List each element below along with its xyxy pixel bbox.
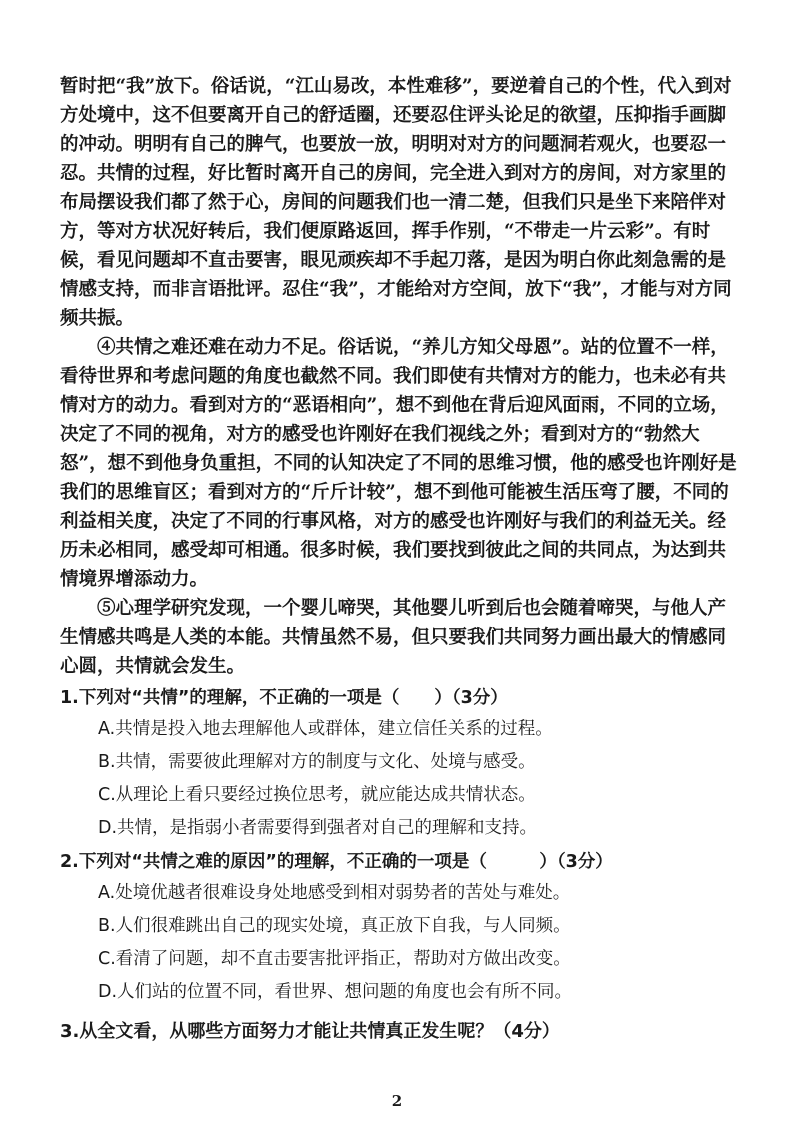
question-1-options (60, 713, 750, 845)
passage-paragraph-5: ⑤心理学研究发现，一个婴儿啼哭，其他婴儿听到后也会随着啼哭，与他人产生情感共鸣是人类的本能。共情虽然不易，但只要我们共同努力画出最大的情感同心圆，共情就会发生。 (60, 598, 727, 677)
passage-paragraph-continued: 暂时把“我”放下。俗话说，“江山易改，本性难移”，要逆着自己的个性，代入到对方处境中，这不但要离开自己的舒适圈，还要忍住评头论足的欲望，压抑指手画脚的冲动。明明有自己的脾气，也要放一放，明明对对方的问题洞若观火，也要忍一忍。共情的过程，好比暂时离开自己的房间，完全进入到对方的房间，对方家里的布局摆设我们都了然于心，房间的问题我们也一清二楚，但我们只是坐下来陪伴对方，等对方状况好转后，我们便原路返回，挥手作别，“不带走一片云彩”。有时候，看见问题却不直击要害，眼见顽疾却不手起刀落，是因为明白你此刻急需的是情感支持，而非言语批评。忍住“我”，才能给对方空间，放下“我”，才能与对方同频共振。 (60, 76, 732, 329)
passage-paragraph-4: ④共情之难还难在动力不足。俗话说，“养儿方知父母恩”。站的位置不一样，看待世界和考虑问题的角度也截然不同。我们即使有共情对方的能力，也未必有共情对方的动力。看到对方的“恶语相向”，想不到他在背后迎风面雨，不同的立场，决定了不同的视角，对方的感受也许刚好在我们视线之外；看到对方的“勃然大怒”，想不到他身负重担，不同的认知决定了不同的思维习惯，他的感受也许刚好是我们的思维盲区；看到对方的“斤斤计较”，想不到他可能被生活压弯了腰，不同的利益相关度，决定了不同的行事风格，对方的感受也许刚好与我们的利益无关。经历未必相同，感受却可相通。很多时候，我们要找到彼此之间的共同点，为达到共情境界增添动力。 (60, 337, 737, 590)
question-2-option-d[interactable]: D.人们站的位置不同，看世界、想问题的角度也会有所不同。 (98, 982, 573, 1002)
page-number: 2 (391, 1092, 403, 1110)
question-2-option-c[interactable]: C.看清了问题，却不直击要害批评指正，帮助对方做出改变。 (98, 949, 571, 969)
question-1-option-c[interactable]: C.从理论上看只要经过换位思考，就应能达成共情状态。 (98, 785, 536, 805)
question-section (60, 683, 750, 1047)
reading-passage (60, 72, 740, 681)
question-1-option-d[interactable]: D.共情，是指弱小者需要得到强者对自己的理解和支持。 (98, 818, 538, 838)
question-1-stem: 1.下列对“共情”的理解，不正确的一项是（ ）（3分） (60, 688, 508, 708)
question-2-option-b[interactable]: B.人们很难跳出自己的现实处境，真正放下自我，与人同频。 (98, 916, 571, 936)
question-2-option-a[interactable]: A.处境优越者很难设身处地感受到相对弱势者的苦处与难处。 (98, 883, 571, 903)
question-2-options (60, 877, 750, 1009)
question-3-stem: 3.从全文看，从哪些方面努力才能让共情真正发生呢？（4分） (60, 1021, 560, 1042)
question-1-option-b[interactable]: B.共情，需要彼此理解对方的制度与文化、处境与感受。 (98, 752, 536, 772)
question-2-stem: 2.下列对“共情之难的原因”的理解，不正确的一项是（ ）（3分） (60, 852, 613, 872)
question-1-option-a[interactable]: A.共情是投入地去理解他人或群体，建立信任关系的过程。 (98, 719, 553, 739)
